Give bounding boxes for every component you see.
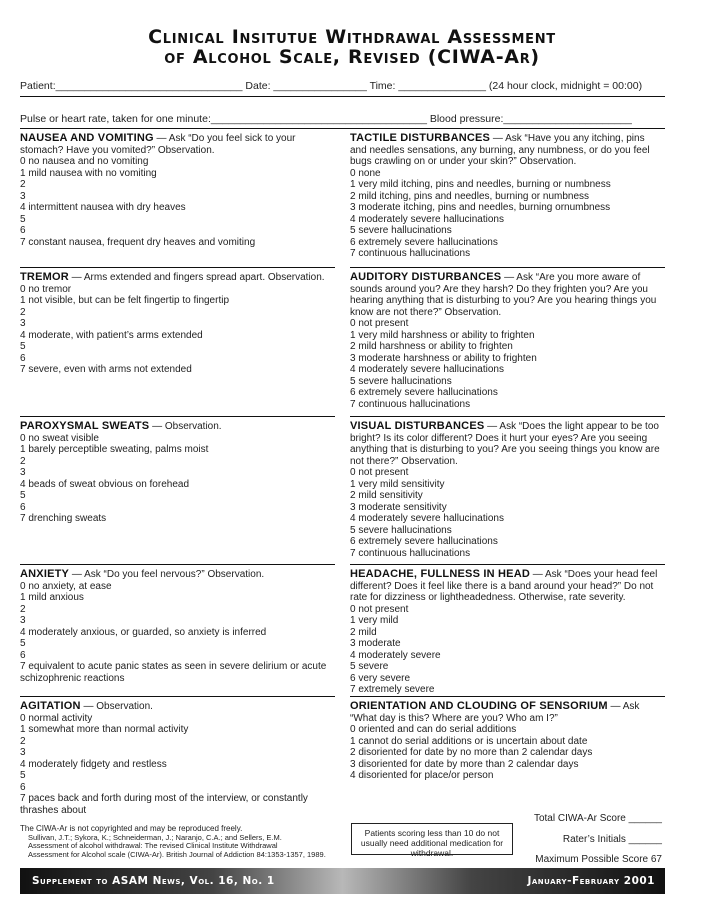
score-option: 5 xyxy=(20,213,26,225)
score-option: 0 no nausea and no vomiting xyxy=(20,156,149,167)
section-heading: TREMOR xyxy=(20,271,69,283)
score-option: 3 xyxy=(20,615,26,626)
score-option: 2 mild harshness or ability to frighten xyxy=(350,341,513,352)
score-option: 7 drenching sweats xyxy=(20,513,107,524)
score-option: 2 mild sensitivity xyxy=(350,490,423,501)
score-option: 2 xyxy=(20,603,26,615)
score-option: 0 not present xyxy=(350,603,409,615)
score-option: 7 paces back and forth during most of the interview, or constantly thrashes about xyxy=(20,793,308,816)
score-option: 2 xyxy=(20,735,26,747)
section-orientation-sensorium xyxy=(350,701,662,782)
reference-line: Assessment of alcohol withdrawal: The revised Clinical Institute Withdrawal xyxy=(28,841,278,851)
section-instruction: — Ask “Does the light appear to be too bright? Is its color different? Does it hurt your eyes? Are you seeing anything that is disturbing to you? Are you seeing things you know are not there?” Observation. xyxy=(350,421,660,467)
section-instruction: — Observation. xyxy=(80,701,153,712)
score-option: 6 extremely severe hallucinations xyxy=(350,536,498,547)
score-option: 6 xyxy=(20,649,26,661)
maximum-score-label: Maximum Possible Score 67 xyxy=(535,854,662,865)
score-option: 5 xyxy=(20,341,26,352)
section-anxiety xyxy=(20,569,340,684)
score-option: 4 moderately severe hallucinations xyxy=(350,513,504,524)
score-option: 6 very severe xyxy=(350,672,411,684)
score-option: 6 xyxy=(20,781,26,793)
score-option: 7 continuous hallucinations xyxy=(350,547,471,559)
score-option: 7 extremely severe xyxy=(350,684,435,695)
medication-note-box: Patients scoring less than 10 do not usually need additional medication for withdrawal. xyxy=(351,823,513,855)
score-option: 5 severe hallucinations xyxy=(350,225,452,236)
section-instruction: — Arms extended and fingers spread apart. Observation. xyxy=(68,272,325,283)
section-instruction: — Ask “Have you any itching, pins and needles sensations, any burning, any numbness, or do you feel bugs crawling on or under your skin?” Observation. xyxy=(350,133,650,167)
section-auditory-disturbances xyxy=(350,272,662,410)
score-option: 5 xyxy=(20,490,26,501)
section-tactile-disturbances xyxy=(350,133,662,260)
score-option: 0 none xyxy=(350,167,381,179)
reference-line: The CIWA-Ar is not copyrighted and may be reproduced freely. xyxy=(20,824,243,833)
score-option: 1 very mild sensitivity xyxy=(350,478,445,490)
footer-date: January-February 2001 xyxy=(527,875,655,887)
section-heading: VISUAL DISTURBANCES xyxy=(350,420,485,432)
score-option: 0 no tremor xyxy=(20,283,72,295)
divider xyxy=(350,416,665,417)
score-option: 3 xyxy=(20,747,26,758)
score-option: 5 severe xyxy=(350,661,389,672)
section-agitation xyxy=(20,701,340,816)
section-heading: PAROXYSMAL SWEATS xyxy=(20,420,150,432)
score-option: 6 extremely severe hallucinations xyxy=(350,236,498,248)
section-instruction: — Ask “Are you more aware of sounds around you? Are they harsh? Do they frighten you? Are you hearing anything that is disturbing to you? Are you hearing things you know are not there?” Observation. xyxy=(350,272,657,318)
score-option: 2 disoriented for date by no more than 2 calendar days xyxy=(350,747,593,758)
section-paroxysmal-sweats xyxy=(20,421,340,525)
score-option: 3 xyxy=(20,190,26,202)
score-option: 0 no sweat visible xyxy=(20,432,99,444)
score-option: 7 equivalent to acute panic states as seen in severe delirium or acute schizophrenic reactions xyxy=(20,661,327,684)
score-option: 1 very mild harshness or ability to frighten xyxy=(350,329,535,341)
divider xyxy=(20,267,335,268)
score-option: 4 moderately severe hallucinations xyxy=(350,213,504,225)
form-title-line-2: of Alcohol Scale, Revised (CIWA-Ar) xyxy=(164,46,540,68)
section-nausea-vomiting xyxy=(20,133,340,248)
section-heading: HEADACHE, FULLNESS IN HEAD xyxy=(350,568,530,580)
divider xyxy=(20,416,335,417)
score-option: 3 xyxy=(20,318,26,329)
section-instruction: — Ask “Do you feel sick to your stomach? Have you vomited?” Observation. xyxy=(20,133,296,156)
score-option: 0 oriented and can do serial additions xyxy=(350,724,517,735)
score-option: 2 mild xyxy=(350,626,377,638)
score-option: 3 xyxy=(20,467,26,478)
score-option: 4 moderately fidgety and restless xyxy=(20,758,167,770)
score-option: 3 disoriented for date by more than 2 calendar days xyxy=(350,758,579,770)
score-option: 2 mild itching, pins and needles, burning or numbness xyxy=(350,190,590,202)
score-option: 6 extremely severe hallucinations xyxy=(350,387,498,398)
score-option: 6 xyxy=(20,352,26,364)
score-option: 7 severe, even with arms not extended xyxy=(20,364,192,375)
section-headache xyxy=(350,569,662,696)
section-instruction: — Observation. xyxy=(149,421,222,432)
raters-initials-field: Rater’s Initials ______ xyxy=(562,834,662,845)
section-heading: TACTILE DISTURBANCES xyxy=(350,132,491,144)
divider xyxy=(20,696,335,697)
footer-bar xyxy=(20,868,665,894)
score-option: 4 disoriented for place/or person xyxy=(350,770,494,781)
score-option: 4 beads of sweat obvious on forehead xyxy=(20,478,190,490)
score-option: 3 moderate harshness or ability to frighten xyxy=(350,352,537,364)
score-option: 3 moderate itching, pins and needles, burning ornumbness xyxy=(350,202,611,213)
section-instruction: — Ask “Does your head feel different? Does it feel like there is a band around your head?” Do not rate for dizziness or lightheadedness. Otherwise, rate severity. xyxy=(350,569,658,603)
score-option: 1 mild anxious xyxy=(20,592,84,603)
score-option: 2 xyxy=(20,455,26,467)
score-option: 3 moderate sensitivity xyxy=(350,501,447,513)
section-heading: AUDITORY DISTURBANCES xyxy=(350,271,502,283)
patient-date-time-field-line: Patient:________________________________ Date: ________________ Time: _______________ (24 hour clock, midnight = 00:00) xyxy=(20,80,643,92)
form-title-line-1: Clinical Insitutue Withdrawal Assessment xyxy=(148,26,556,48)
score-option: 0 no anxiety, at ease xyxy=(20,580,112,592)
pulse-bp-field-line: Pulse or heart rate, taken for one minute:_____________________________________ Blood pressure:______________________ xyxy=(20,113,632,125)
score-option: 1 cannot do serial additions or is uncertain about date xyxy=(350,735,588,747)
total-score-field: Total CIWA-Ar Score ______ xyxy=(533,813,662,824)
score-option: 3 moderate xyxy=(350,638,401,649)
divider xyxy=(350,696,665,697)
score-option: 5 xyxy=(20,770,26,781)
score-option: 7 continuous hallucinations xyxy=(350,398,471,410)
score-option: 1 mild nausea with no vomiting xyxy=(20,167,157,179)
score-option: 5 xyxy=(20,638,26,649)
score-option: 7 constant nausea, frequent dry heaves and vomiting xyxy=(20,236,256,248)
footer-publication: Supplement to ASAM News, Vol. 16, No. 1 xyxy=(32,875,275,887)
divider xyxy=(20,128,665,129)
section-visual-disturbances xyxy=(350,421,662,559)
score-option: 6 xyxy=(20,501,26,513)
divider xyxy=(350,564,665,565)
section-heading: AGITATION xyxy=(20,700,81,712)
section-heading: ORIENTATION AND CLOUDING OF SENSORIUM xyxy=(350,700,608,712)
section-tremor xyxy=(20,272,340,376)
score-option: 4 moderately severe xyxy=(350,649,441,661)
score-option: 2 xyxy=(20,179,26,190)
score-option: 4 intermittent nausea with dry heaves xyxy=(20,202,186,213)
score-option: 4 moderate, with patient’s arms extended xyxy=(20,329,203,341)
score-option: 6 xyxy=(20,225,26,236)
score-option: 1 not visible, but can be felt fingertip to fingertip xyxy=(20,295,230,306)
score-option: 1 somewhat more than normal activity xyxy=(20,724,189,735)
score-option: 5 severe hallucinations xyxy=(350,375,452,387)
score-option: 0 not present xyxy=(350,318,409,329)
score-option: 1 very mild xyxy=(350,615,399,626)
section-instruction: — Ask “Do you feel nervous?” Observation. xyxy=(69,569,265,580)
reference-line: Sullivan, J.T.; Sykora, K.; Schneiderman, J.; Naranjo, C.A.; and Sellers, E.M. xyxy=(28,832,282,842)
section-heading: ANXIETY xyxy=(20,568,70,580)
section-heading: NAUSEA AND VOMITING xyxy=(20,132,154,144)
score-option: 2 xyxy=(20,306,26,318)
references xyxy=(20,825,350,859)
score-option: 5 severe hallucinations xyxy=(350,524,452,536)
score-option: 0 not present xyxy=(350,467,409,478)
score-option: 1 barely perceptible sweating, palms moist xyxy=(20,444,209,455)
score-option: 4 moderately severe hallucinations xyxy=(350,364,504,375)
divider xyxy=(20,564,335,565)
score-option: 4 moderately anxious, or guarded, so anxiety is inferred xyxy=(20,626,267,638)
score-option: 7 continuous hallucinations xyxy=(350,248,471,259)
score-option: 1 very mild itching, pins and needles, burning or numbness xyxy=(350,179,611,190)
divider xyxy=(20,96,665,97)
reference-line: Assessment for Alcohol scale (CIWA-Ar). British Journal of Addiction 84:1353-1357, 1989. xyxy=(28,849,326,859)
section-instruction: — Ask “What day is this? Where are you? Who am I?” xyxy=(350,701,640,724)
score-option: 0 normal activity xyxy=(20,712,93,724)
divider xyxy=(350,267,665,268)
